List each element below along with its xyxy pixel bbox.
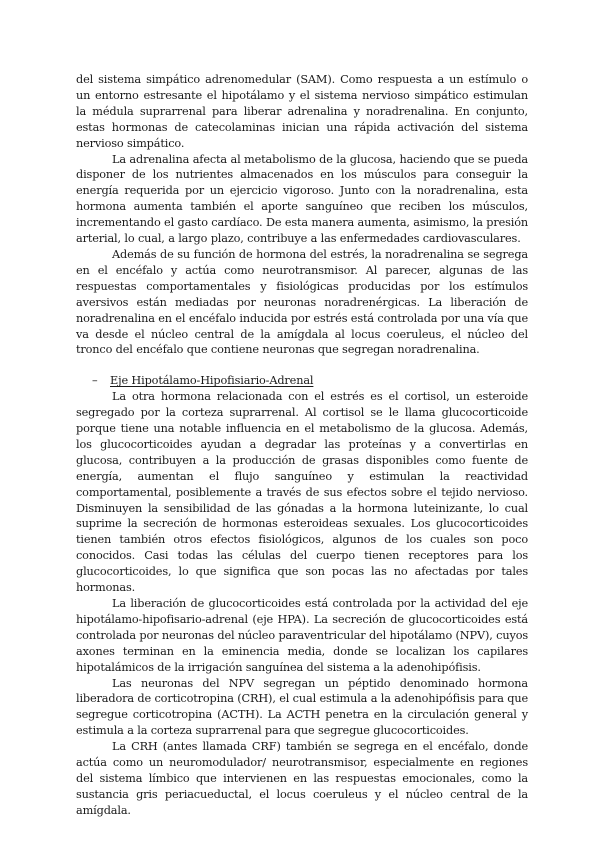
dash-bullet: – [92, 374, 98, 388]
paragraph-cortisol: La otra hormona relacionada con el estrés es el cortisol, un esteroide segregado por la corteza suprarrenal. Al cortisol se le llama glucocorticoide porque tiene una notable influencia en el metabolismo de la glucosa. Además, los glucocorticoides ayudan a degradar las proteínas y a convertirlas en glucosa, contribuyen a la producción de grasas disponibles como fuente de energía, aumentan el flujo sanguíneo y estimulan la reactividad comportamental, posiblemente a través de sus efectos sobre el tejido nervioso. Disminuyen la sensibilidad de las gónadas a la hormona luteinizante, lo cual suprime la secreción de hormonas esteroideas sexuales. Los glucocorticoides tienen también otros efectos fisiológicos, algunos de los cuales son poco conocidos. Casi todas las células del cuerpo tienen receptores para los glucocorticoides, lo que significa que son pocas las no afectadas por tales hormonas. [76, 390, 528, 595]
section-heading-text: Eje Hipotálamo-Hipofisiario-Adrenal [110, 374, 314, 388]
paragraph-npv-crh: Las neuronas del NPV segregan un péptido denominado hormona liberadora de corticotropina (CRH), el cual estimula a la adenohipófisis para que segregue corticotropina (ACTH). La ACTH penetra en la circulación general y estimula a la corteza suprarrenal para que segregue glucocorticoides. [76, 676, 528, 738]
document-page [76, 72, 528, 819]
paragraph-sam-intro: del sistema simpático adrenomedular (SAM). Como respuesta a un estímulo o un entorno estresante el hipotálamo y el sistema nervioso simpático estimulan la médula suprarrenal para liberar adrenalina y noradrenalina. En conjunto, estas hormonas de catecolaminas inician una rápida activación del sistema nervioso simpático. [76, 73, 528, 150]
paragraph-crh-brain: La CRH (antes llamada CRF) también se segrega en el encéfalo, donde actúa como un neuromodulador/ neurotransmisor, especialmente en regiones del sistema límbico que intervienen en las respuestas emocionales, como la sustancia gris periacueductal, el locus coeruleus y el núcleo central de la amígdala. [76, 740, 528, 817]
paragraph-adrenaline: La adrenalina afecta al metabolismo de la glucosa, haciendo que se pueda disponer de los nutrientes almacenados en los músculos para conseguir la energía requerida por un ejercicio vigoroso. Junto con la noradrenalina, esta hormona aumenta también el aporte sanguíneo que reciben los músculos, incrementando el gasto cardíaco. De esta manera aumenta, asimismo, la presión arterial, lo cual, a largo plazo, contribuye a las enfermedades cardiovasculares. [76, 152, 529, 246]
section-heading-hpa [76, 373, 528, 389]
paragraph-glucocorticoid-release: La liberación de glucocorticoides está controlada por la actividad del eje hipotálamo-hipofisario-adrenal (eje HPA). La secreción de glucocorticoides está controlada por neuronas del núcleo paraventricular del hipotálamo (NPV), cuyos axones terminan en la eminencia media, donde se localizan los capilares hipotalámicos de la irrigación sanguínea del sistema a la adenohipófisis. [76, 597, 528, 674]
paragraph-noradrenaline: Además de su función de hormona del estrés, la noradrenalina se segrega en el encéfalo y actúa como neurotransmisor. Al parecer, algunas de las respuestas comportamentales y fisiológicas producidas por los estímulos aversivos están mediadas por neuronas noradrenérgicas. La liberación de noradrenalina en el encéfalo inducida por estrés está controlada por una vía que va desde el núcleo central de la amígdala al locus coeruleus, el núcleo del tronco del encéfalo que contiene neuronas que segregan noradrenalina. [76, 247, 528, 357]
